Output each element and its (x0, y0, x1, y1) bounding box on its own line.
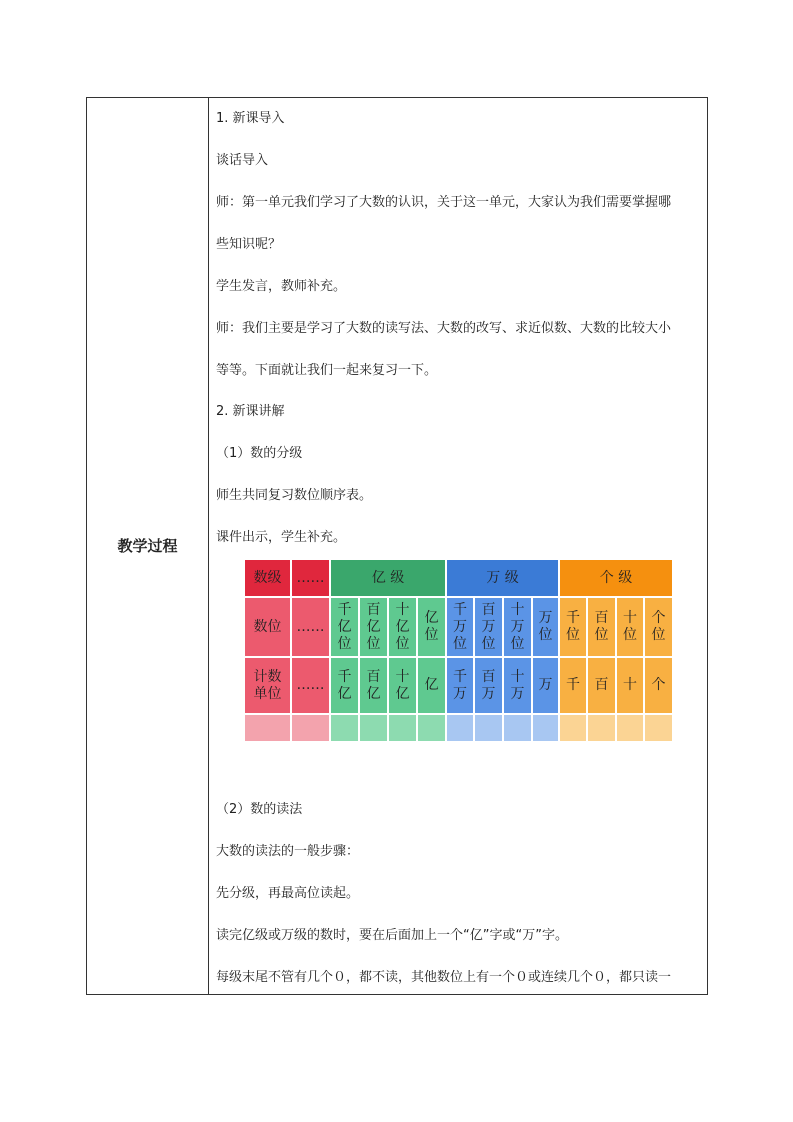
unit-cell: 个 (644, 657, 673, 714)
row-label-unit: 计数 单位 (244, 657, 291, 714)
blank-cell (291, 714, 330, 742)
text-line: 每级末尾不管有几个０，都不读，其他数位上有一个０或连续几个０，都只读一 (216, 970, 672, 985)
blank-cell (616, 714, 644, 742)
digit-cell: 个 位 (644, 597, 673, 657)
digit-cell: 千 万 位 (446, 597, 474, 657)
blank-cell (417, 714, 446, 742)
row-label-level: 数级 (244, 559, 291, 597)
unit-cell: 十 万 (503, 657, 532, 714)
unit-cell: 十 亿 (388, 657, 417, 714)
digit-cell: 百 亿 位 (359, 597, 388, 657)
unit-cell: 千 (559, 657, 587, 714)
digit-cell: 百 位 (587, 597, 616, 657)
column-divider (208, 98, 209, 994)
digit-cell: 千 位 (559, 597, 587, 657)
text-line: 师：我们主要是学习了大数的读写法、大数的改写、求近似数、大数的比较大小 (216, 321, 672, 336)
text-line: 学生发言，教师补充。 (216, 279, 347, 294)
level-header-wan: 万 级 (446, 559, 559, 597)
text-line: 大数的读法的一般步骤： (216, 844, 360, 859)
unit-cell: 亿 (417, 657, 446, 714)
unit-cell: 百 (587, 657, 616, 714)
text-line: 先分级，再最高位读起。 (216, 886, 360, 901)
unit-cell: 千 亿 (330, 657, 359, 714)
unit-cell: 千 万 (446, 657, 474, 714)
text-line: 谈话导入 (216, 153, 269, 168)
section-label: 教学过程 (117, 537, 178, 555)
blank-cell (388, 714, 417, 742)
ellipsis-cell: …… (291, 657, 330, 714)
row-label-blank (244, 714, 291, 742)
text-line: 些知识呢？ (216, 237, 282, 252)
unit-cell: 百 万 (474, 657, 503, 714)
blank-cell (503, 714, 532, 742)
level-header-ge: 个 级 (559, 559, 673, 597)
text-line: （2）数的读法 (216, 802, 303, 817)
blank-cell (559, 714, 587, 742)
text-line: 师：第一单元我们学习了大数的认识，关于这一单元，大家认为我们需要掌握哪 (216, 195, 672, 210)
blank-cell (330, 714, 359, 742)
digit-cell: 千 亿 位 (330, 597, 359, 657)
blank-cell (446, 714, 474, 742)
blank-cell (474, 714, 503, 742)
digit-cell: 万 位 (532, 597, 559, 657)
ellipsis-cell: …… (291, 559, 330, 597)
row-label-digit: 数位 (244, 597, 291, 657)
unit-cell: 万 (532, 657, 559, 714)
text-line: 师生共同复习数位顺序表。 (216, 488, 373, 503)
lesson-table (86, 97, 708, 995)
text-line: （1）数的分级 (216, 446, 303, 461)
text-line: 读完亿级或万级的数时，要在后面加上一个“亿”字或“万”字。 (216, 928, 568, 943)
text-line: 课件出示，学生补充。 (216, 530, 347, 545)
level-header-yi: 亿 级 (330, 559, 446, 597)
digit-cell: 十 万 位 (503, 597, 532, 657)
blank-cell (532, 714, 559, 742)
blank-cell (587, 714, 616, 742)
text-line: 2. 新课讲解 (216, 404, 285, 419)
text-line: 等等。下面就让我们一起来复习一下。 (216, 363, 438, 378)
unit-cell: 十 (616, 657, 644, 714)
digit-cell: 亿 位 (417, 597, 446, 657)
blank-cell (359, 714, 388, 742)
place-value-chart (244, 559, 673, 742)
digit-cell: 百 万 位 (474, 597, 503, 657)
unit-cell: 百 亿 (359, 657, 388, 714)
blank-cell (644, 714, 673, 742)
ellipsis-cell: …… (291, 597, 330, 657)
digit-cell: 十 亿 位 (388, 597, 417, 657)
digit-cell: 十 位 (616, 597, 644, 657)
text-line: 1. 新课导入 (216, 111, 285, 126)
